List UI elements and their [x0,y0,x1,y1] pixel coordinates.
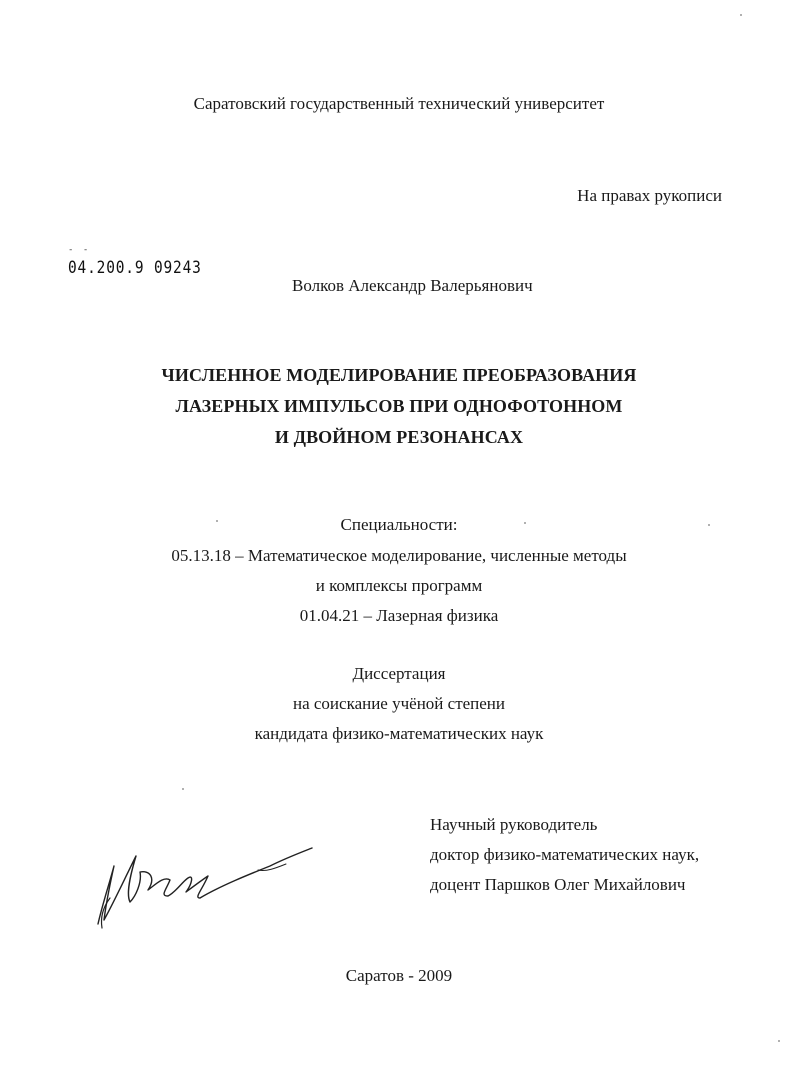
title-line-3: И ДВОЙНОМ РЕЗОНАНСАХ [274,427,524,447]
manuscript-rights-note: На правах рукописи [577,186,722,205]
title-line-1: ЧИСЛЕННОЕ МОДЕЛИРОВАНИЕ ПРЕОБРАЗОВАНИЯ [161,365,637,385]
specialty-1-line-2: и комплексы программ [315,576,483,595]
stamp-marks: - - [68,245,91,255]
author-name: Волков Александр Валерьянович [292,276,533,295]
specialties-heading: Специальности: [340,515,458,534]
university-name: Саратовский государственный технический университет [193,94,605,113]
catalog-stamp: 04.200.9 09243 [68,258,202,278]
scan-speck [524,522,526,524]
degree-line: на соискание учёной степени [292,694,506,713]
scan-speck [216,520,218,522]
signature-drawing [90,836,330,936]
specialty-1-line-1: 05.13.18 – Математическое моделирование, численные методы [171,546,627,565]
scan-speck [182,788,184,790]
title-line-2: ЛАЗЕРНЫХ ИМПУЛЬСОВ ПРИ ОДНОФОТОННОМ [175,396,623,416]
degree-field-line: кандидата физико-математических наук [254,724,544,743]
supervisor-role: Научный руководитель [430,815,598,834]
scan-speck [740,14,742,16]
scan-speck [778,1040,780,1042]
city-year: Саратов - 2009 [345,966,453,985]
specialty-2: 01.04.21 – Лазерная физика [299,606,499,625]
author-signature [90,836,330,941]
supervisor-degree: доктор физико-математических наук, [430,845,700,864]
dissertation-label: Диссертация [352,664,446,683]
supervisor-name: доцент Паршков Олег Михайлович [430,875,686,894]
scan-speck [708,524,710,526]
